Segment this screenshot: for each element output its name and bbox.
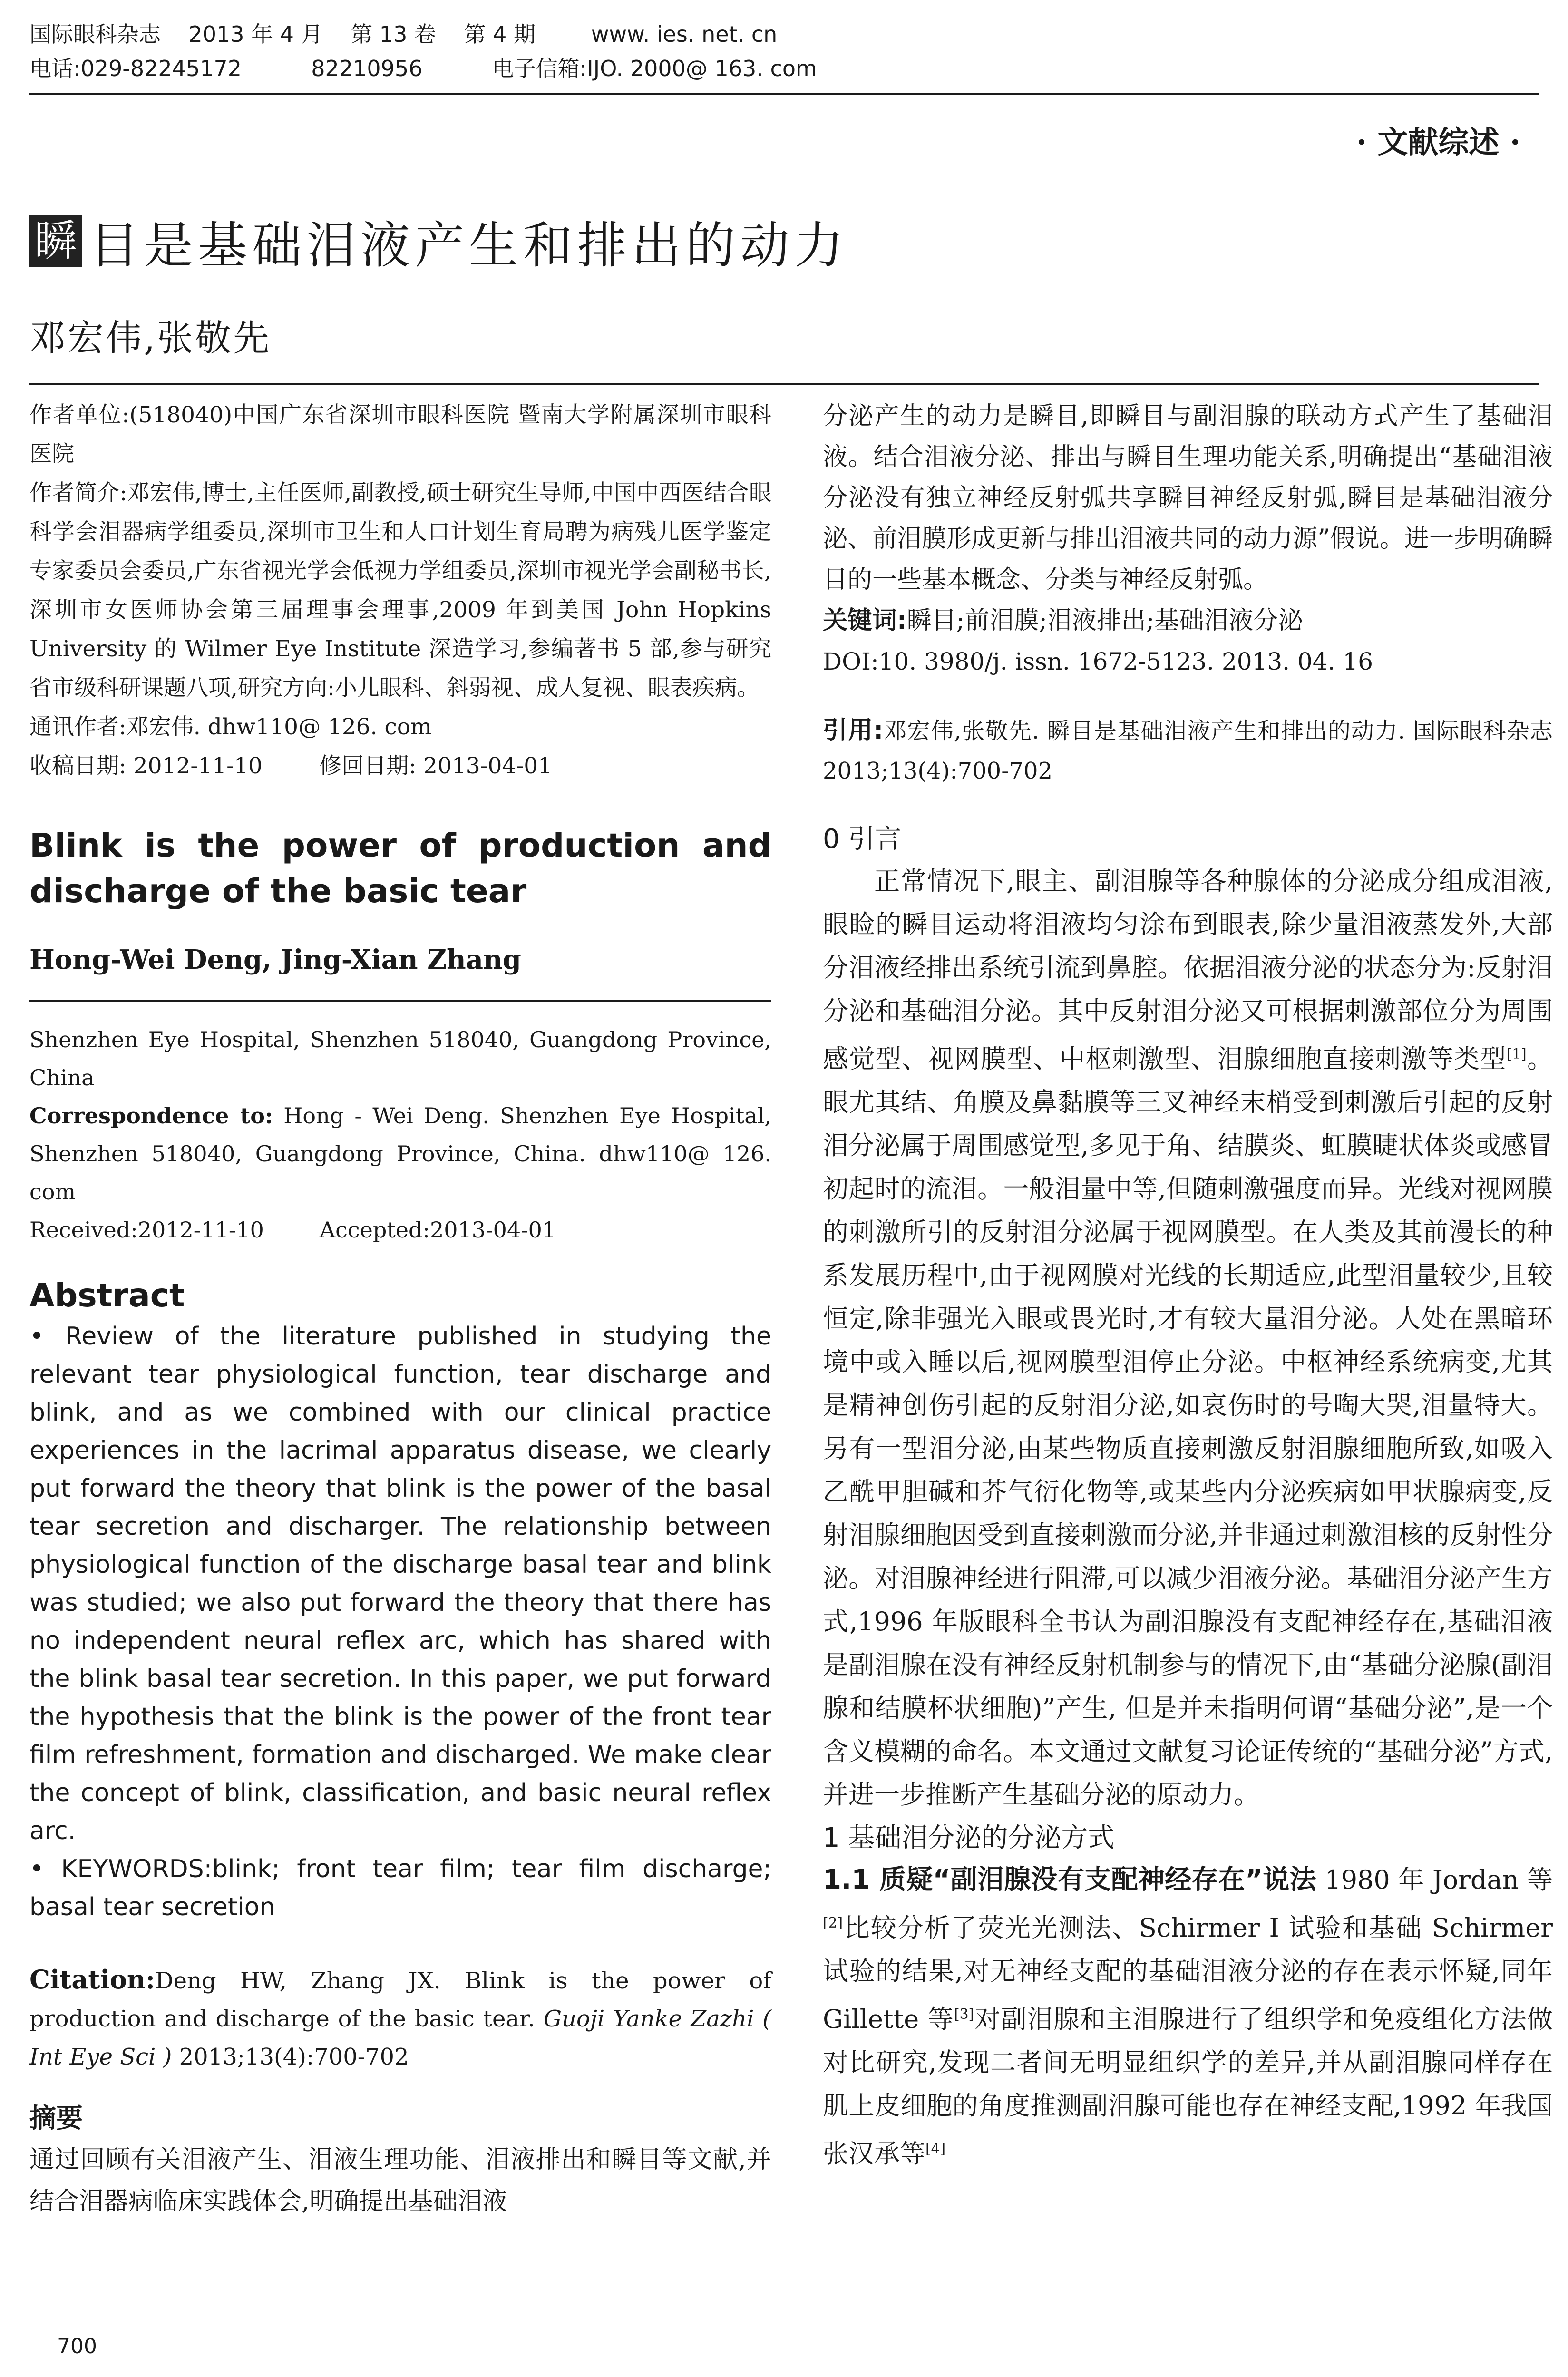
english-affiliation: Shenzhen Eye Hospital, Shenzhen 518040, Guangdong Province, China [29,1027,771,1091]
journal-header-line1: 国际眼科杂志 2013 年 4 月 第 13 卷 第 4 期 www. ies. net. cn [29,21,778,47]
cn-keywords-text: 瞬目;前泪膜;泪液排出;基础泪液分泌 [906,606,1303,635]
header-rule [29,93,1539,95]
cn-citation-label: 引用: [823,716,884,745]
cn-citation [823,711,1553,791]
ref-3: [3] [954,2006,974,2023]
english-correspondence [29,1097,771,1211]
english-dates: Received:2012-11-10 Accepted:2013-04-01 [29,1217,556,1243]
ref-4: [4] [925,2141,946,2157]
title-text: 目是基础泪液产生和排出的动力 [89,216,849,274]
correspondence-label: Correspondence to: [29,1103,273,1129]
section-1-1-paragraph [823,1858,1553,2175]
page-number: 700 [57,2334,97,2358]
right-column [823,396,1553,2175]
english-title: Blink is the power of production and discharge of the basic tear [29,827,771,910]
citation-tail: 2013;13(4):700-702 [179,2044,409,2070]
correspondence-text: Hong - Wei Deng. Shenzhen Eye Hospital, Shenzhen 518040, Guangdong Province, China. dhw110@ 126. com [29,1103,771,1205]
left-column [29,396,771,2222]
cn-abstract-start: 通过回顾有关泪液产生、泪液生理功能、泪液排出和瞬目等文献,并结合泪器病临床实践体会,明确提出基础泪液 [29,2145,771,2216]
english-authors-rule [29,1000,771,1002]
abstract-text: • Review of the literature published in studying the relevant tear physiological function, tear discharge and blink, and as we combined with our clinical practice experiences in the lacrimal apparatus disease, we clearly put forward the theory that blink is the power of the basal tear secretion and discharger. The relationship between physiological function of the discharge basal tear and blink was studied; we also put forward the theory that there has no independent neural reflex arc, which has shared with the blink basal tear secretion. In this paper, we put forward the hypothesis that the blink is the power of the front tear film refreshment, formation and discharged. We make clear the concept of blink, classification, and basic neural reflex arc. [29,1322,771,1845]
cn-abstract-continued: 分泌产生的动力是瞬目,即瞬目与副泪腺的联动方式产生了基础泪液。结合泪液分泌、排出与瞬目生理功能关系,明确提出“基础泪液分泌没有独立神经反射弧共享瞬目神经反射弧,瞬目是基础泪液分泌、前泪膜形成更新与排出泪液共同的动力源”假说。进一步明确瞬目的一些基本概念、分类与神经反射弧。 [823,402,1553,594]
p11-text-a: 1980 年 Jordan 等 [1316,1865,1553,1895]
title-initial-char: 瞬 [29,215,82,267]
ref-2: [2] [823,1915,843,1931]
abstract-heading: Abstract [29,1277,185,1315]
abstract-keywords: • KEYWORDS:blink; front tear film; tear film discharge; basal tear secretion [29,1855,771,1921]
cn-keywords-label: 关键词: [823,606,907,635]
dates-cn: 收稿日期: 2012-11-10 修回日期: 2013-04-01 [29,753,553,779]
section-tag: · 文献综述 · [1356,125,1520,160]
cn-keywords [823,600,1553,641]
doi: DOI:10. 3980/j. issn. 1672-5123. 2013. 04. 16 [823,648,1373,675]
cn-abstract-heading: 摘要 [29,2103,83,2134]
intro-paragraph [823,859,1553,1816]
article-title [29,205,848,277]
section-1-1-heading: 1.1 质疑“副泪腺没有支配神经存在”说法 [823,1864,1316,1895]
section-0-heading: 0 引言 [823,824,902,855]
affiliation-cn: 作者单位:(518040)中国广东省深圳市眼科医院 暨南大学附属深圳市眼科医院 [29,402,771,467]
intro-text-b: 。眼尤其结、角膜及鼻黏膜等三叉神经末梢受到刺激后引起的反射泪分泌属于周围感觉型,多见于角、结膜炎、虹膜睫状体炎或感冒初起时的流泪。一般泪量中等,但随刺激强度而异。光线对视网膜的刺激所引的反射泪分泌属于视网膜型。在人类及其前漫长的种系发展历程中,由于视网膜对光线的长期适应,此型泪量较少,且较恒定,除非强光入眼或畏光时,才有较大量泪分泌。人处在黑暗环境中或入睡以后,视网膜型泪停止分泌。中枢神经系统病变,尤其是精神创伤引起的反射泪分泌,如哀伤时的号啕大哭,泪量特大。另有一型泪分泌,由某些物质直接刺激反射泪腺细胞所致,如吸入乙酰甲胆碱和芥气衍化物等,或某些内分泌疾病如甲状腺病变,反射泪腺细胞因受到直接刺激而分泌,并非通过刺激泪核的反射性分泌。对泪腺神经进行阻滞,可以减少泪液分泌。基础泪分泌产生方式,1996 年版眼科全书认为副泪腺没有支配神经存在,基础泪液是副泪腺在没有神经反射机制参与的情况下,由“基础分泌腺(副泪腺和结膜杯状细胞)”产生, 但是并未指明何谓“基础分泌”,是一个含义模糊的命名。本文通过文献复习论证传统的“基础分泌”方式,并进一步推断产生基础分泌的原动力。 [823,1044,1553,1810]
citation-text: Deng HW, Zhang JX. Blink is the power of production and discharge of the basic tear. [29,1968,771,2032]
authors-cn: 邓宏伟,张敬先 [29,317,272,359]
journal-header-line2: 电话:029-82245172 82210956 电子信箱:IJO. 2000@ 163. com [29,56,817,81]
english-authors: Hong-Wei Deng, Jing-Xian Zhang [29,944,521,975]
citation-label: Citation: [29,1964,156,1995]
p11-text-b: 比较分析了荧光光测法、Schirmer I 试验和基础 Schirmer 试验的结果,对无神经支配的基础泪液分泌的存在表示怀疑,同年 Gillette 等 [823,1913,1553,2034]
cn-citation-text: 邓宏伟,张敬先. 瞬目是基础泪液产生和排出的动力. 国际眼科杂志 2013;13(4):700-702 [823,718,1553,784]
citation-en [29,1960,771,2076]
correspondence-cn: 通讯作者:邓宏伟. dhw110@ 126. com [29,714,432,740]
author-bio-cn: 作者简介:邓宏伟,博士,主任医师,副教授,硕士研究生导师,中国中西医结合眼科学会泪器病学组委员,深圳市卫生和人口计划生育局聘为病残儿医学鉴定专家委员会委员,广东省视光学会低视力学组委员,深圳市视光学会副秘书长,深圳市女医师协会第三届理事会理事,2009 年到美国 John Hopkins University 的 Wilmer Eye Institute 深造学习,参编著书 5 部,参与研究省市级科研课题八项,研究方向:小儿眼科、斜弱视、成人复视、眼表疾病。 [29,480,771,701]
p11-text-c: 对副泪腺和主泪腺进行了组织学和免疫组化方法做对比研究,发现二者间无明显组织学的差异,并从副泪腺同样存在肌上皮细胞的角度推测副泪腺可能也存在神经支配,1992 年我国张汉承等 [823,2004,1553,2169]
ref-1: [1] [1506,1046,1527,1062]
section-1-heading: 1 基础泪分泌的分泌方式 [823,1822,1115,1853]
intro-text-a: 正常情况下,眼主、副泪腺等各种腺体的分泌成分组成泪液,眼睑的瞬目运动将泪液均匀涂布到眼表,除少量泪液蒸发外,大部分泪液经排出系统引流到鼻腔。依据泪液分泌的状态分为:反射泪分泌和基础泪分泌。其中反射泪分泌又可根据刺激部位分为周围感觉型、视网膜型、中枢刺激型、泪腺细胞直接刺激等类型 [823,866,1553,1074]
citation-journal: Guoji Yanke Zazhi ( Int Eye Sci ) [29,2006,772,2070]
authors-rule [29,383,1539,385]
